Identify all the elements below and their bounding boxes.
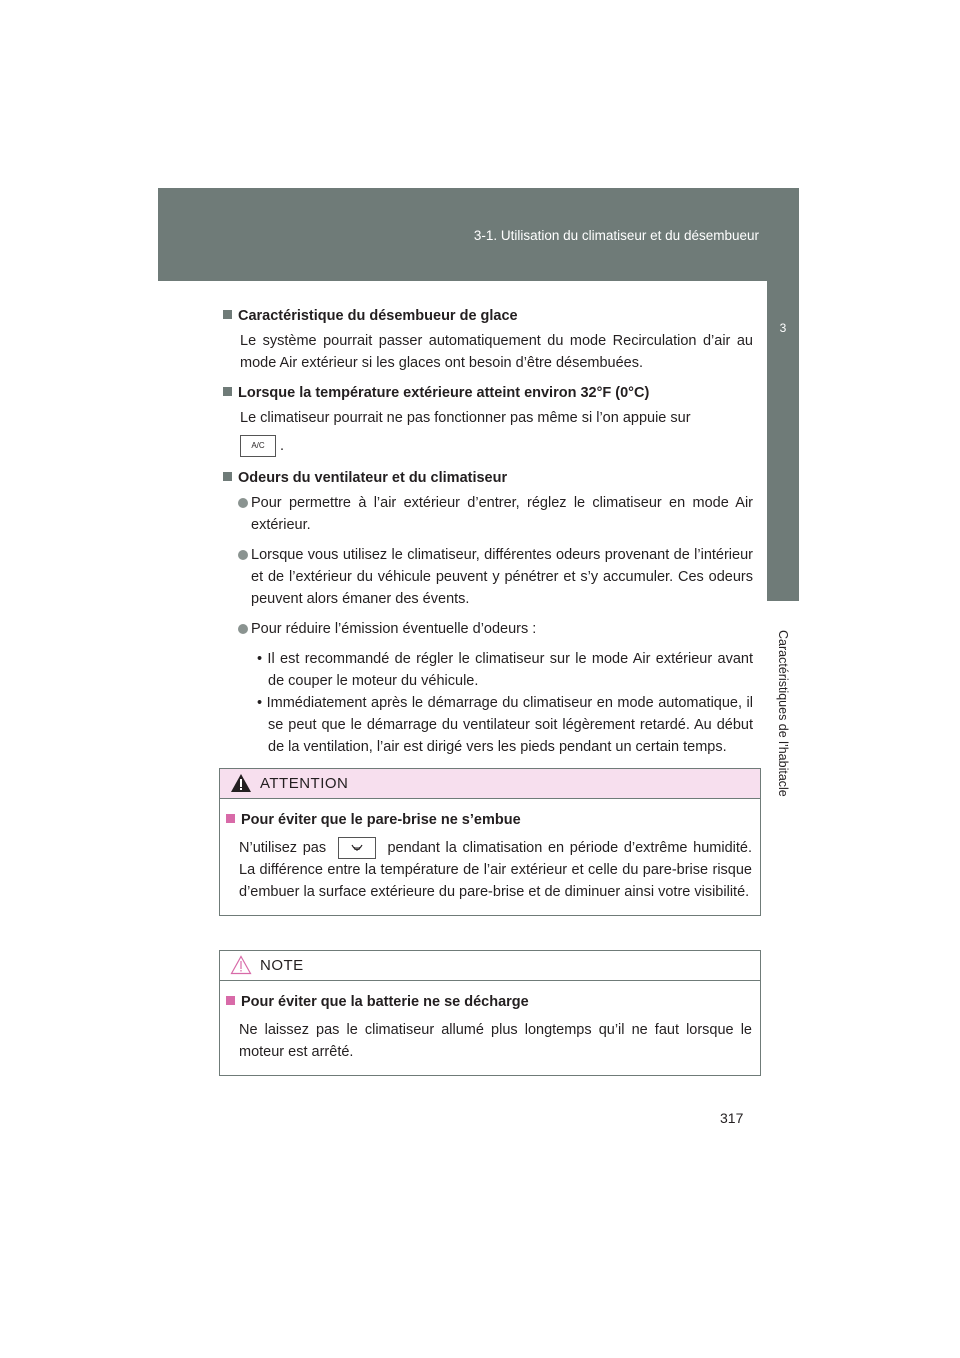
- list-item: [223, 618, 753, 640]
- note-title: NOTE: [260, 957, 304, 974]
- sub-list-item: • Immédiatement après le démarrage du climatiseur en mode automatique, il se peut que le démarrage du ventilateur soit légèrement retardé. Au début de la ventilation, l’air est dirigé vers les pieds pendant un certain temps.: [257, 695, 753, 756]
- note-box: [219, 950, 761, 1076]
- heading-text: Pour éviter que la batterie ne se décharge: [241, 994, 529, 1010]
- list-item-text: Lorsque vous utilisez le climatiseur, différentes odeurs provenant de l’intérieur et de l’extérieur du véhicule peuvent y pénétrer et s’y accumuler. Ces odeurs peuvent alors émaner des évents.: [251, 547, 753, 608]
- square-bullet-icon: [226, 996, 235, 1005]
- air-recirculation-button-icon: [338, 837, 376, 859]
- ac-button-line: [223, 435, 753, 457]
- paragraph-text: Le climatiseur pourrait ne pas fonctionner pas même si l’on appuie sur: [240, 410, 691, 426]
- round-bullet-icon: [238, 550, 248, 560]
- round-bullet-icon: [238, 624, 248, 634]
- section-heading: [223, 467, 753, 489]
- heading-text: Odeurs du ventilateur et du climatiseur: [238, 470, 508, 487]
- square-bullet-icon: [223, 472, 232, 481]
- page-number: 317: [720, 1110, 744, 1126]
- attention-title: ATTENTION: [260, 775, 349, 792]
- paragraph: [223, 407, 753, 429]
- heading-text: Caractéristique du désembueur de glace: [238, 308, 518, 324]
- attention-text: [226, 837, 752, 903]
- text-after: pendant la climatisation en période d’extrême humidité. La différence entre la température de l’air extérieur et celle du pare-brise risque d’embuer la surface extérieure du pare-brise et de diminuer ainsi votre visibilité.: [239, 840, 753, 901]
- note-text: Ne laissez pas le climatiseur allumé plus longtemps qu’il ne faut lorsque le moteur est arrêté.: [239, 1022, 752, 1060]
- heading-text: Pour éviter que le pare-brise ne s’embue: [241, 812, 521, 828]
- chapter-number: 3: [779, 321, 787, 335]
- section-heading: [223, 382, 753, 404]
- caution-triangle-icon: [230, 955, 252, 975]
- square-bullet-icon: [226, 814, 235, 823]
- list-item-text: Pour réduire l’émission éventuelle d’odeurs :: [251, 621, 537, 638]
- section-title: 3-1. Utilisation du climatiseur et du désembueur: [473, 228, 759, 243]
- note-heading: [226, 991, 752, 1013]
- list-item: [223, 492, 753, 536]
- period: .: [280, 438, 285, 454]
- section-heading: [223, 305, 753, 327]
- attention-body: [220, 799, 760, 915]
- ac-button-icon: A/C: [240, 435, 276, 457]
- square-bullet-icon: [223, 387, 232, 396]
- round-bullet-icon: [238, 498, 248, 508]
- attention-header: [220, 769, 760, 799]
- main-content: [223, 305, 753, 758]
- square-bullet-icon: [223, 310, 232, 319]
- chapter-tab: [767, 281, 799, 601]
- attention-heading: [226, 809, 752, 831]
- list-item-text: Pour permettre à l’air extérieur d’entrer, réglez le climatiseur en mode Air extérieur.: [251, 495, 753, 534]
- text-before: N’utilisez pas: [239, 840, 327, 856]
- note-body: [220, 981, 760, 1075]
- list-item: [223, 544, 753, 610]
- warning-triangle-icon: [230, 773, 252, 793]
- attention-box: [219, 768, 761, 916]
- header-band: [158, 188, 799, 281]
- heading-text: Lorsque la température extérieure atteint environ 32°F (0°C): [238, 385, 650, 401]
- chapter-label: Caractéristiques de l’habitacle: [776, 630, 790, 797]
- note-header: [220, 951, 760, 981]
- sub-list-item: • Il est recommandé de régler le climatiseur sur le mode Air extérieur avant de couper le moteur du véhicule.: [257, 651, 753, 690]
- paragraph: Le système pourrait passer automatiquement du mode Recirculation d’air au mode Air extérieur si les glaces ont besoin d’être désembuées.: [240, 333, 753, 371]
